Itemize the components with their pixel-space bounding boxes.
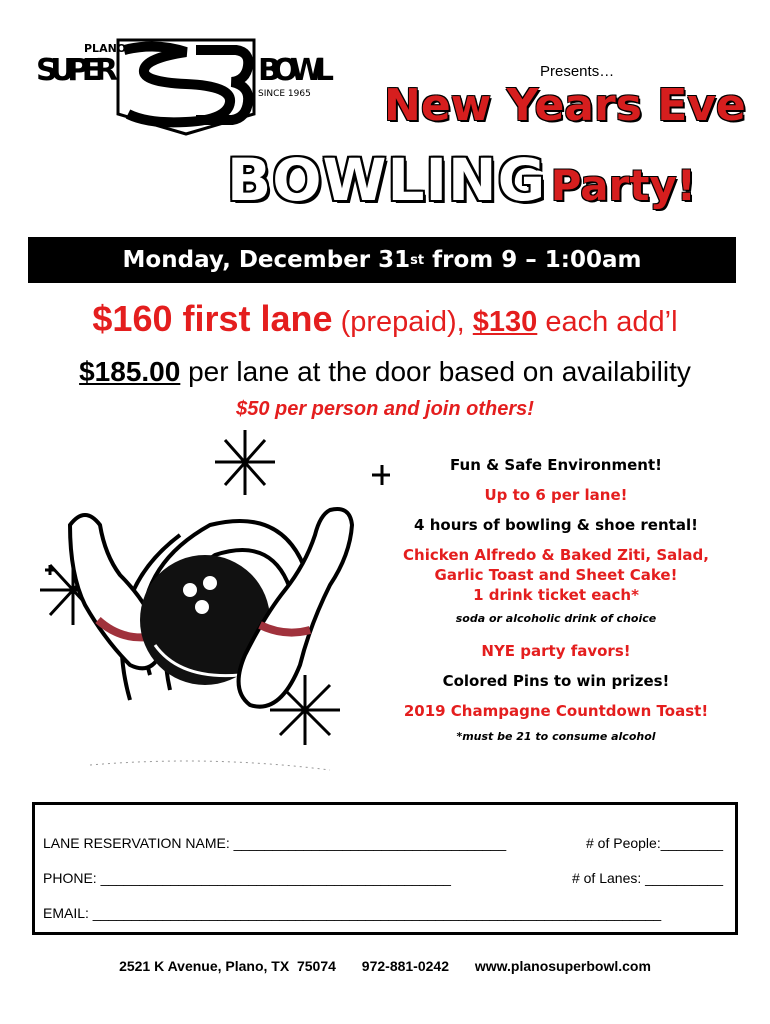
feature-per-lane: Up to 6 per lane!: [484, 486, 628, 504]
floor-line: [90, 761, 330, 770]
footer-contact: [0, 958, 770, 974]
bowling-ball-pins-illustration: [30, 425, 390, 785]
feature-colored-pins: Colored Pins to win prizes!: [442, 672, 670, 690]
banner-date: Monday, December 31: [122, 247, 411, 273]
banner-time: from 9 – 1:00am: [424, 247, 642, 273]
feature-food-2: Garlic Toast and Sheet Cake!: [434, 566, 678, 584]
feature-drink-note: soda or alcoholic drink of choice: [455, 612, 657, 625]
door-price: $185.00: [79, 356, 181, 387]
logo-bowl: BOWL: [258, 53, 334, 88]
additional-lane-price: $130: [472, 306, 538, 338]
reservation-name-field[interactable]: LANE RESERVATION NAME: ___________________________________: [43, 835, 507, 851]
price-line-2: [0, 356, 770, 388]
price-line-1: [0, 298, 770, 340]
logo-plano: PLANO: [84, 42, 127, 55]
feature-food-1: Chicken Alfredo & Baked Ziti, Salad,: [403, 546, 709, 564]
features-list: [370, 455, 742, 757]
number-of-lanes-field[interactable]: # of Lanes: __________: [571, 870, 723, 886]
footer-phone: 972-881-0242: [361, 958, 449, 974]
headline-party: Party!: [550, 161, 696, 210]
feature-hours: 4 hours of bowling & shoe rental!: [414, 516, 698, 534]
form-row-name: [43, 835, 723, 851]
headline-bowling-party: [227, 146, 696, 214]
door-text: per lane at the door based on availability: [180, 356, 691, 387]
prepaid-text: (prepaid),: [332, 306, 473, 338]
form-row-phone: [43, 870, 723, 886]
feature-champagne: 2019 Champagne Countdown Toast!: [403, 702, 709, 720]
footer-address: 2521 K Avenue, Plano, TX 75074: [119, 958, 336, 974]
date-banner: [28, 237, 736, 283]
feature-alcohol-note: *must be 21 to consume alcohol: [456, 730, 656, 743]
additional-lane-text: each add’l: [537, 306, 678, 338]
email-field[interactable]: EMAIL: _________________________________________________________________________: [43, 905, 662, 921]
feature-drink-ticket: 1 drink ticket each*: [473, 586, 639, 604]
phone-field[interactable]: PHONE: _____________________________________________: [43, 870, 451, 886]
form-row-email: [43, 905, 723, 921]
headline-bowling: BOWLING: [227, 146, 547, 214]
footer-website[interactable]: www.planosuperbowl.com: [474, 958, 651, 974]
first-lane-price: $160 first lane: [92, 298, 333, 339]
plano-super-bowl-logo: [36, 36, 336, 136]
per-person-price: $50 per person and join others!: [236, 398, 534, 420]
presents-text: Presents…: [540, 63, 615, 80]
feature-environment: Fun & Safe Environment!: [450, 456, 662, 474]
logo-since: SINCE 1965: [258, 89, 311, 99]
banner-sup: st: [410, 252, 425, 268]
number-of-people-field[interactable]: # of People:________: [585, 835, 723, 851]
logo-super: SUPER: [36, 53, 118, 88]
headline-new-years-eve: New Years Eve: [384, 80, 746, 131]
reservation-form: [32, 802, 738, 935]
feature-party-favors: NYE party favors!: [481, 642, 631, 660]
